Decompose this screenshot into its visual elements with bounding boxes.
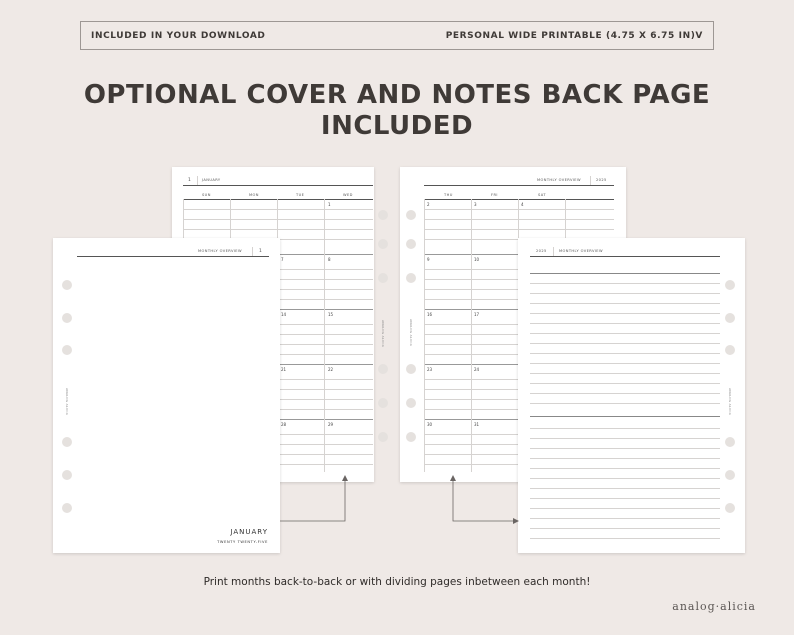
binder-hole <box>62 313 72 323</box>
side-brand-label: ANALOG ALICIA <box>728 388 732 416</box>
date-8: 8 <box>328 257 331 262</box>
date-30: 30 <box>427 422 433 427</box>
connector-arrow-left <box>280 474 350 524</box>
date-17: 17 <box>474 312 480 317</box>
binder-hole <box>378 239 388 249</box>
cover-month-number: 1 <box>259 249 263 254</box>
binder-hole <box>406 273 416 283</box>
cover-page <box>53 238 280 553</box>
date-2: 2 <box>427 202 430 207</box>
binder-hole <box>725 470 735 480</box>
binder-hole <box>406 432 416 442</box>
header-divider <box>553 247 554 256</box>
binder-hole <box>725 437 735 447</box>
date-22: 22 <box>328 367 334 372</box>
binder-hole <box>62 280 72 290</box>
date-16: 16 <box>427 312 433 317</box>
binder-hole <box>62 345 72 355</box>
date-24: 24 <box>474 367 480 372</box>
binder-hole <box>62 503 72 513</box>
date-3: 3 <box>474 202 477 207</box>
banner-left-text: INCLUDED IN YOUR DOWNLOAD <box>91 30 266 41</box>
caption-text: Print months back-to-back or with dividing pages inbetween each month! <box>203 576 591 588</box>
date-4: 4 <box>521 202 524 207</box>
date-15: 15 <box>328 312 334 317</box>
header-rule <box>530 256 720 257</box>
banner-right-text: PERSONAL WIDE PRINTABLE (4.75 X 6.75 IN)V <box>445 30 703 41</box>
header-divider <box>197 176 198 185</box>
connector-arrow-right <box>448 474 520 524</box>
notes-year: 2025 <box>536 249 547 253</box>
day-header-fri: FRI <box>491 193 498 197</box>
headline <box>0 80 794 142</box>
date-23: 23 <box>427 367 433 372</box>
notes-lines <box>530 258 720 548</box>
binder-hole <box>62 437 72 447</box>
side-brand-label: ANALOG ALICIA <box>409 319 413 347</box>
day-header-tue: TUE <box>296 193 305 197</box>
day-header-thu: THU <box>444 193 453 197</box>
binder-hole <box>406 210 416 220</box>
date-28: 28 <box>281 422 287 427</box>
binder-hole <box>406 364 416 374</box>
page-header: MONTHLY OVERVIEW <box>537 178 581 182</box>
month-name: JANUARY <box>202 178 221 182</box>
binder-hole <box>725 503 735 513</box>
header-rule <box>77 256 269 257</box>
binder-hole <box>378 273 388 283</box>
date-10: 10 <box>474 257 480 262</box>
header-rule <box>424 185 614 186</box>
binder-hole <box>725 313 735 323</box>
binder-hole <box>62 470 72 480</box>
day-header-wed: WED <box>343 193 353 197</box>
binder-hole <box>725 345 735 355</box>
day-header-mon: MON <box>249 193 259 197</box>
side-brand-label: ANALOG ALICIA <box>65 388 69 416</box>
date-7: 7 <box>281 257 284 262</box>
header-rule <box>183 185 373 186</box>
day-header-sun: SUN <box>202 193 211 197</box>
brand-logo-text: analog·alicia <box>672 600 756 613</box>
binder-hole <box>725 280 735 290</box>
header-divider <box>590 176 591 185</box>
date-29: 29 <box>328 422 334 427</box>
date-21: 21 <box>281 367 287 372</box>
binder-hole <box>406 398 416 408</box>
date-1: 1 <box>328 202 331 207</box>
headline-line-1: OPTIONAL COVER AND NOTES BACK PAGE <box>83 80 711 110</box>
cover-title: JANUARY <box>230 528 268 536</box>
day-header-sat: SAT <box>538 193 546 197</box>
info-banner <box>80 21 714 50</box>
date-9: 9 <box>427 257 430 262</box>
side-brand-label: ANALOG ALICIA <box>381 320 385 348</box>
month-number: 1 <box>188 178 192 183</box>
header-divider <box>252 247 253 256</box>
binder-hole <box>406 239 416 249</box>
notes-page <box>518 238 745 553</box>
cover-subtitle: TWENTY TWENTY-FIVE <box>217 540 268 544</box>
headline-line-2: INCLUDED <box>320 111 474 141</box>
binder-hole <box>378 432 388 442</box>
binder-hole <box>378 398 388 408</box>
date-31: 31 <box>474 422 480 427</box>
binder-hole <box>378 364 388 374</box>
page-year: 2025 <box>596 178 607 182</box>
binder-hole <box>378 210 388 220</box>
cover-header: MONTHLY OVERVIEW <box>198 249 242 253</box>
date-14: 14 <box>281 312 287 317</box>
notes-header: MONTHLY OVERVIEW <box>559 249 603 253</box>
